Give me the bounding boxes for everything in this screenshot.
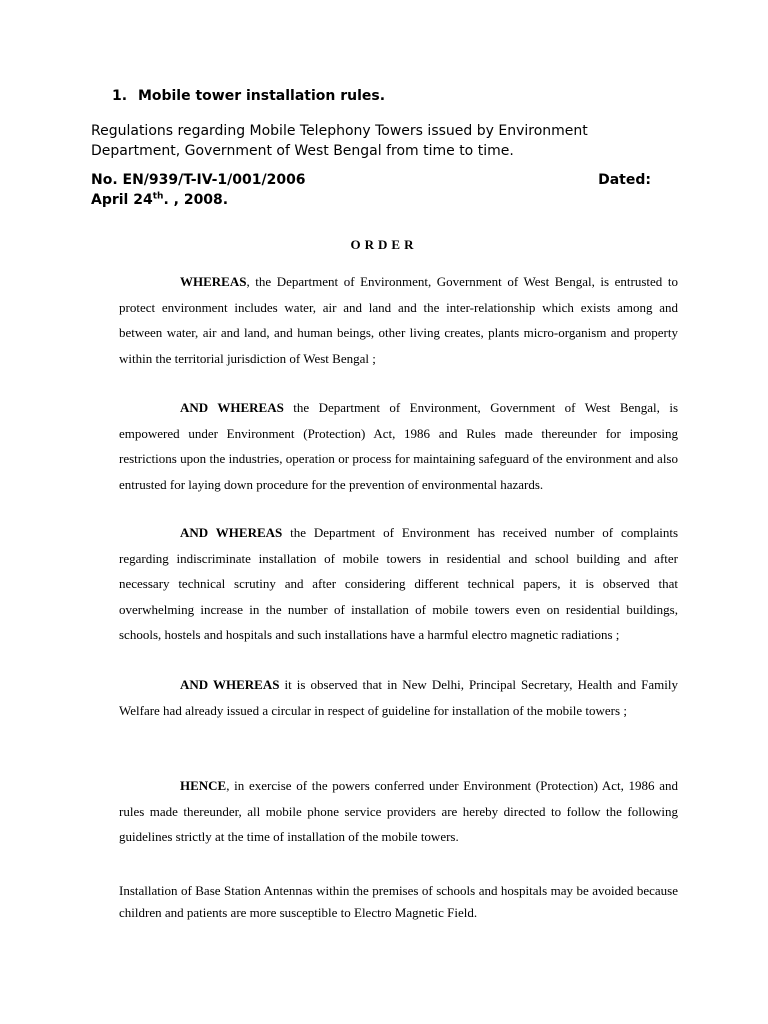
document-subtitle: Regulations regarding Mobile Telephony Towers issued by Environment Department, Government of West Bengal from time to time. bbox=[91, 123, 588, 159]
dated-label: Dated: bbox=[598, 172, 651, 188]
paragraph bbox=[119, 672, 678, 723]
section-heading bbox=[112, 88, 385, 104]
paragraph bbox=[119, 520, 678, 648]
paragraph bbox=[119, 269, 678, 371]
reference-block bbox=[91, 170, 651, 210]
paragraph-lead: HENCE bbox=[180, 778, 227, 793]
paragraph-lead: AND WHEREAS bbox=[180, 400, 284, 415]
paragraph-text: the Department of Environment, Government of West Bengal, is empowered under Environment (Protection) Act, 1986 and Rules made thereunder for imposing restrictions upon the industries, operation or process for maintaining safeguard of the environment and also entrusted for laying down procedure for the prevention of environmental hazards. bbox=[119, 400, 678, 492]
paragraph-text: the Department of Environment has received number of complaints regarding indiscriminate installation of mobile towers in residential and school building and after necessary technical scrutiny and after considering different technical papers, it is observed that overwhelming increase in the number of installation of mobile towers even on residential buildings, schools, hostels and hospitals and such installations have a harmful electro magnetic radiations ; bbox=[119, 525, 678, 642]
date-prefix: April 24 bbox=[91, 192, 153, 208]
order-title: ORDER bbox=[350, 237, 418, 252]
section-number: 1. bbox=[112, 88, 128, 104]
date-suffix: . , 2008. bbox=[163, 192, 229, 208]
section-title: Mobile tower installation rules. bbox=[137, 88, 386, 104]
paragraph bbox=[119, 773, 678, 850]
paragraph-lead: AND WHEREAS bbox=[180, 677, 280, 692]
paragraph-text: it is observed that in New Delhi, Principal Secretary, Health and Family Welfare had already issued a circular in respect of guideline for installation of the mobile towers ; bbox=[119, 677, 678, 718]
paragraph-lead: WHEREAS bbox=[180, 274, 247, 289]
paragraph-lead: AND WHEREAS bbox=[180, 525, 283, 540]
paragraph-text: Installation of Base Station Antennas within the premises of schools and hospitals may be avoided because children and patients are more susceptible to Electro Magnetic Field. bbox=[119, 883, 678, 920]
paragraph bbox=[119, 395, 678, 497]
reference-date bbox=[91, 190, 651, 210]
reference-number: No. EN/939/T-IV-1/001/2006 bbox=[91, 172, 306, 188]
paragraph-text: , the Department of Environment, Government of West Bengal, is entrusted to protect environment includes water, air and land and the inter-relationship which exists among and between water, air and land, and human beings, other living creates, plants micro-organism and property within the territorial jurisdiction of West Bengal ; bbox=[119, 274, 678, 366]
paragraph bbox=[119, 880, 678, 924]
paragraph-text: , in exercise of the powers conferred under Environment (Protection) Act, 1986 and rules made thereunder, all mobile phone service providers are hereby directed to follow the following guidelines strictly at the time of installation of the mobile towers. bbox=[119, 778, 678, 844]
date-superscript: th bbox=[152, 191, 164, 202]
